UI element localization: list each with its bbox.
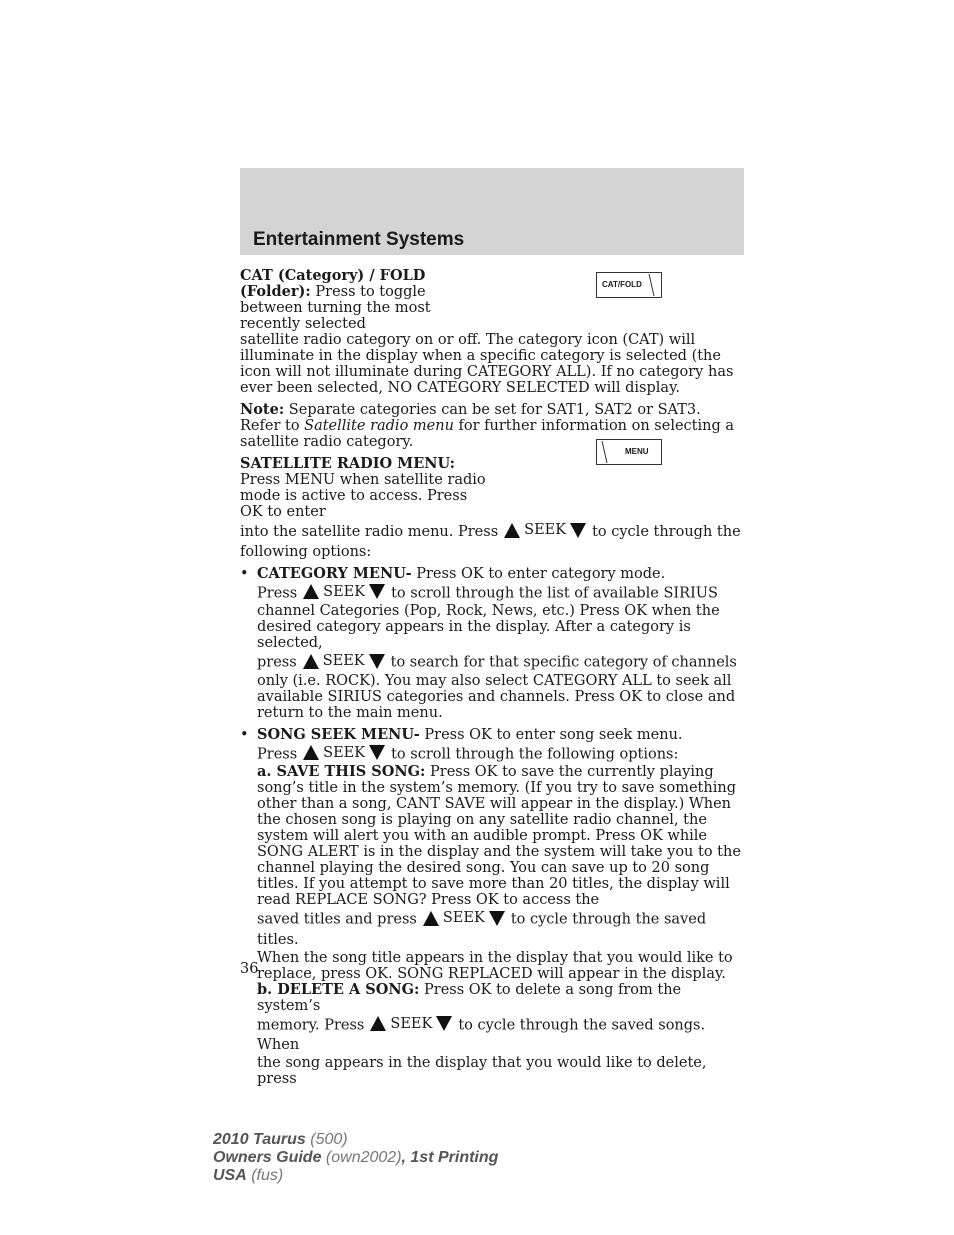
delete-song-paragraph bbox=[257, 982, 744, 1014]
seek-control bbox=[303, 651, 385, 671]
save-song-text-b: saved titles and press bbox=[257, 911, 417, 928]
press-text: press bbox=[257, 654, 297, 671]
category-menu-heading: CATEGORY MENU- bbox=[257, 564, 412, 582]
note-text: Separate categories can be set for SAT1, SAT2 or SAT3. Refer to bbox=[240, 402, 701, 434]
footer-model-code: (500) bbox=[305, 1131, 348, 1148]
note-label: Note: bbox=[240, 401, 285, 418]
delete-song-text-c: to cycle through the saved songs. When bbox=[257, 1017, 706, 1053]
seek-control bbox=[303, 743, 385, 763]
page-number: 36 bbox=[240, 961, 259, 977]
seek-label: SEEK bbox=[323, 583, 366, 600]
seek-down-icon bbox=[369, 654, 385, 669]
song-menu-intro bbox=[257, 727, 744, 743]
delete-song-text-b: memory. Press bbox=[257, 1017, 365, 1033]
cat-fold-text: Press to toggle between turning the most recently selected bbox=[240, 284, 431, 332]
save-song-text-d: When the song title appears in the display that you would like to replace, press OK. SONG REPLACED will appear in the display. bbox=[257, 949, 733, 982]
seek-down-icon bbox=[570, 523, 586, 538]
cat-fold-paragraph bbox=[240, 268, 744, 396]
category-menu-text-c: channel Categories (Pop, Rock, News, etc.) Press OK when the desired category appears in the display. After a category is selected, bbox=[257, 603, 720, 651]
cat-fold-label: CAT/FOLD bbox=[602, 280, 642, 289]
delete-song-heading: b. DELETE A SONG: bbox=[257, 980, 420, 998]
seek-down-icon bbox=[369, 745, 385, 760]
category-menu-text-b: to scroll through the list of available SIRIUS bbox=[391, 585, 718, 601]
song-menu-text-b: to scroll through the following options: bbox=[391, 746, 679, 762]
save-song-text-c: to cycle through the saved titles. bbox=[257, 911, 707, 948]
seek-label: SEEK bbox=[323, 744, 366, 761]
category-menu-intro bbox=[257, 566, 744, 582]
seek-up-icon bbox=[303, 745, 319, 760]
seek-control bbox=[423, 908, 505, 928]
section-header bbox=[240, 168, 744, 255]
satellite-menu-seek-line bbox=[240, 524, 741, 560]
category-menu-text-e: only (i.e. ROCK). You may also select CATEGORY ALL to seek all available SIRIUS categories and channels. Press OK to close and return to the main menu. bbox=[257, 672, 736, 721]
seek-control bbox=[303, 582, 385, 602]
options-list bbox=[240, 566, 744, 1088]
delete-song-seek bbox=[257, 1014, 744, 1056]
footer-market-code: (fus) bbox=[246, 1167, 284, 1184]
seek-down-icon bbox=[489, 911, 505, 926]
bullet-icon: • bbox=[240, 565, 249, 582]
note-paragraph bbox=[240, 402, 744, 450]
seek-up-icon bbox=[303, 654, 319, 669]
footer-printing: , 1st Printing bbox=[401, 1149, 499, 1166]
list-item bbox=[240, 566, 744, 721]
seek-up-icon bbox=[504, 523, 520, 538]
seek-down-icon bbox=[436, 1016, 452, 1031]
satellite-menu-paragraph bbox=[240, 456, 744, 562]
save-song-heading: a. SAVE THIS SONG: bbox=[257, 763, 426, 780]
footer-imprint bbox=[213, 1131, 498, 1185]
seek-up-icon bbox=[370, 1016, 386, 1031]
cat-fold-text-b: satellite radio category on or off. The category icon (CAT) will illuminate in the display when a specific category is selected (the icon will not illuminate during CATEGORY ALL). If no category has ever been selected, NO CATEGORY SELECTED will display. bbox=[240, 332, 734, 396]
song-menu-heading: SONG SEEK MENU- bbox=[257, 725, 420, 743]
press-text: Press bbox=[257, 585, 298, 601]
seek-up-icon bbox=[423, 911, 439, 926]
satellite-menu-text: Press MENU when satellite radio mode is active to access. Press OK to enter bbox=[240, 472, 486, 520]
cat-fold-heading: CAT (Category) / FOLD bbox=[240, 267, 426, 284]
delete-song-text-d: the song appears in the display that you would like to delete, press bbox=[257, 1055, 707, 1087]
seek-control bbox=[370, 1014, 452, 1034]
footer-market: USA bbox=[213, 1167, 247, 1184]
save-song-text: Press OK to save the currently playing song’s title in the system’s memory. (If you try to save something other than a song, CANT SAVE will appear in the display.) When the chosen song is playing on any satellite radio channel, the system will alert you with an audible prompt. Press OK while SONG ALERT is in the display and the system will take you to the channel playing the desired song. You can save up to 20 song titles. If you attempt to save more than 20 titles, the display will read REPLACE SONG? Press OK to access the bbox=[257, 764, 741, 908]
satellite-menu-text-c: to cycle through the following options: bbox=[240, 523, 741, 560]
note-reference: Satellite radio menu bbox=[304, 418, 454, 434]
seek-label: SEEK bbox=[442, 910, 485, 926]
footer-guide: Owners Guide bbox=[213, 1149, 322, 1166]
category-menu-seek-1 bbox=[257, 582, 744, 604]
section-title: Entertainment Systems bbox=[253, 229, 465, 250]
delete-song-text: Press OK to delete a song from the system’s bbox=[257, 981, 682, 1014]
seek-label: SEEK bbox=[524, 522, 567, 538]
seek-down-icon bbox=[369, 584, 385, 599]
footer-model: 2010 Taurus bbox=[213, 1131, 306, 1148]
category-menu-seek-2 bbox=[257, 651, 744, 673]
seek-control bbox=[504, 520, 586, 540]
song-menu-seek-1 bbox=[257, 743, 744, 765]
satellite-menu-text-b: into the satellite radio menu. Press bbox=[240, 523, 499, 540]
seek-label: SEEK bbox=[322, 653, 365, 669]
list-item bbox=[240, 727, 744, 1088]
save-song-paragraph bbox=[257, 764, 744, 908]
menu-label: MENU bbox=[625, 447, 649, 456]
category-menu-text-d: to search for that specific category of channels bbox=[390, 654, 737, 671]
satellite-menu-heading: SATELLITE RADIO MENU: bbox=[240, 455, 456, 472]
song-menu-text: Press OK to enter song seek menu. bbox=[419, 726, 683, 743]
note-text-b: for further information on selecting a satellite radio category. bbox=[240, 418, 735, 450]
category-menu-text: Press OK to enter category mode. bbox=[411, 565, 666, 582]
seek-up-icon bbox=[303, 584, 319, 599]
footer-guide-code: (own2002) bbox=[321, 1149, 402, 1166]
save-song-seek bbox=[257, 908, 744, 950]
cat-fold-heading-b: (Folder): bbox=[240, 283, 311, 300]
bullet-icon: • bbox=[240, 726, 249, 743]
seek-label: SEEK bbox=[390, 1015, 433, 1032]
press-text: Press bbox=[257, 746, 298, 762]
page-content bbox=[240, 268, 744, 1093]
